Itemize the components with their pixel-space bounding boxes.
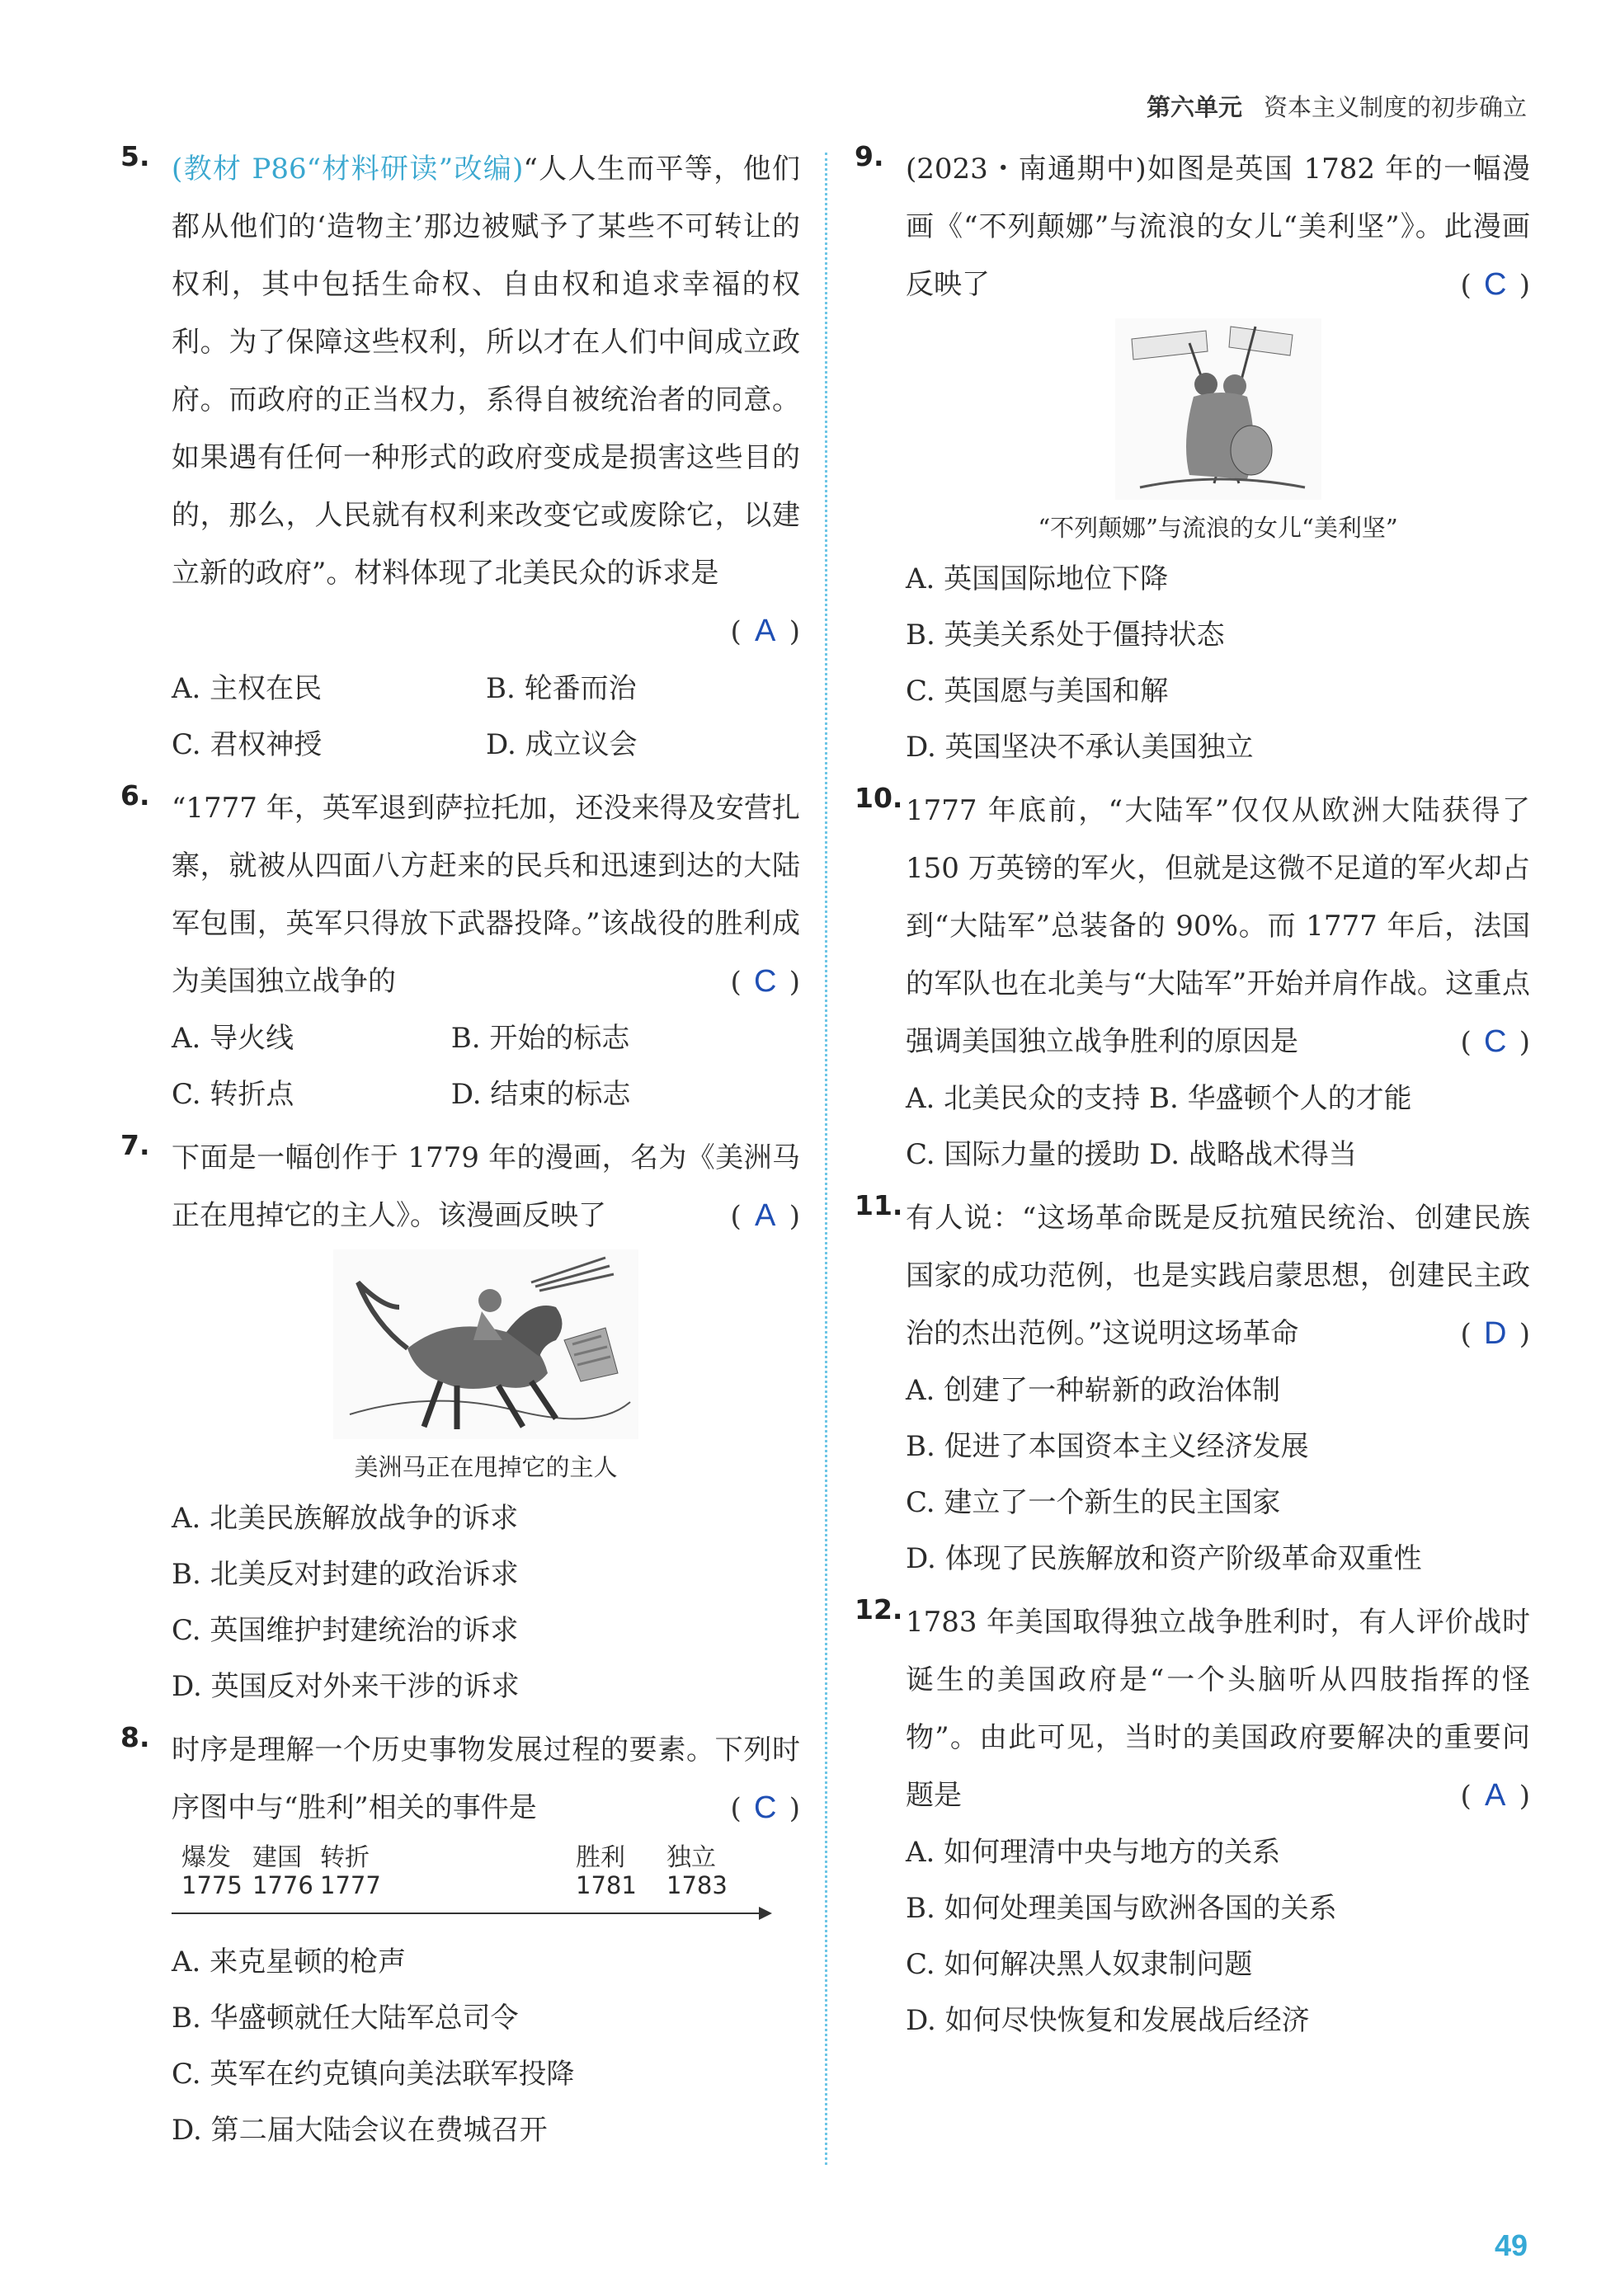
answer: C — [1484, 1024, 1507, 1059]
answer: D — [1484, 1316, 1507, 1351]
timeline-axis — [172, 1913, 765, 1914]
question-number: 8. — [120, 1721, 150, 1753]
timeline-label: 爆发 — [181, 1843, 231, 1872]
option-c: C. 英国维护封建统治的诉求 — [172, 1614, 519, 1647]
timeline-year: 1777 — [320, 1871, 381, 1899]
question-10 — [855, 782, 1530, 1183]
options — [172, 1490, 800, 1715]
option-a: A. 导火线 — [172, 1022, 294, 1055]
options — [172, 1934, 800, 2158]
timeline-arrow-icon — [759, 1907, 772, 1920]
question-text: 1783 年美国取得独立战争胜利时，有人评价战时诞生的美国政府是“一个头脑听从四肢指挥的怪物”。由此可见，当时的美国政府要解决的重要问题是 ( A ) — [906, 1593, 1530, 1824]
timeline-year: 1781 — [576, 1871, 637, 1899]
answer: A — [1485, 1778, 1506, 1813]
question-text: 有人说：“这场革命既是反抗殖民统治、创建民族国家的成功范例，也是实践启蒙思想，创建民主政治的杰出范例。”这说明这场革命 ( D ) — [906, 1189, 1530, 1362]
question-12 — [855, 1593, 1530, 2049]
options — [172, 661, 800, 773]
answer: A — [755, 1198, 776, 1233]
unit-label: 第六单元 — [1146, 93, 1242, 121]
option-b: B. 英美关系处于僵持状态 — [906, 619, 1225, 652]
timeline-label: 转折 — [320, 1843, 370, 1872]
question-9 — [855, 140, 1530, 775]
options — [906, 1362, 1530, 1587]
cartoon-figure — [172, 1249, 800, 1487]
option-c: C. 英军在约克镇向美法联军投降 — [172, 2058, 575, 2091]
britannia-cartoon-image — [1115, 318, 1321, 500]
question-11 — [855, 1189, 1530, 1587]
options — [172, 1010, 730, 1122]
option-a: A. 北美民众的支持 — [906, 1082, 1141, 1115]
page-number: 49 — [1494, 2228, 1528, 2262]
timeline-label: 胜利 — [576, 1843, 625, 1872]
right-column — [855, 140, 1530, 2055]
option-c: C. 英国愿与美国和解 — [906, 675, 1169, 708]
question-number: 11. — [855, 1189, 903, 1221]
page-header — [1147, 89, 1527, 123]
question-7 — [120, 1129, 800, 1715]
options — [906, 551, 1530, 775]
timeline-year: 1775 — [181, 1871, 243, 1899]
question-6 — [120, 779, 800, 1122]
option-a: A. 英国国际地位下降 — [906, 562, 1169, 595]
question-text: “1777 年，英军退到萨拉托加，还没来得及安营扎寨，就被从四面八方赶来的民兵和迅速到达的大陆军包围，英军只得放下武器投降。”该战役的胜利成为美国独立战争的 ( C ) — [172, 779, 800, 1010]
option-b: B. 华盛顿就任大陆军总司令 — [172, 2002, 519, 2035]
option-b: B. 促进了本国资本主义经济发展 — [906, 1430, 1309, 1463]
option-a: A. 创建了一种崭新的政治体制 — [906, 1374, 1281, 1407]
question-text: 时序是理解一个历史事物发展过程的要素。下列时序图中与“胜利”相关的事件是 ( C ) — [172, 1721, 800, 1837]
answer: A — [755, 614, 776, 648]
option-a: A. 主权在民 — [172, 672, 323, 705]
answer-slot: ( A ) — [172, 602, 800, 661]
option-d: D. 成立议会 — [486, 728, 638, 761]
option-c: C. 转折点 — [172, 1078, 294, 1111]
timeline — [172, 1837, 800, 1934]
timeline-label: 独立 — [666, 1843, 716, 1872]
question-number: 6. — [120, 779, 150, 812]
answer: C — [754, 1790, 777, 1825]
question-source: (教材 P86“材料研读”改编) — [172, 153, 524, 186]
question-text: 下面是一幅创作于 1779 年的漫画，名为《美洲马正在甩掉它的主人》。该漫画反映了 ( A ) — [172, 1129, 800, 1244]
option-b: B. 开始的标志 — [450, 1022, 630, 1055]
option-c: C. 建立了一个新生的民主国家 — [906, 1486, 1281, 1519]
timeline-label: 建国 — [252, 1843, 302, 1872]
cartoon-figure — [906, 318, 1530, 548]
option-b: B. 华盛顿个人的才能 — [1148, 1082, 1412, 1115]
answer: C — [754, 964, 777, 999]
question-text: (教材 P86“材料研读”改编)“人人生而平等，他们都从他们的‘造物主’那边被赋予了某些不可转让的权利，其中包括生命权、自由权和追求幸福的权利。为了保障这些权利，所以才在人们中间成立政府。而政府的正当权力，系得自被统治者的同意。如果遇有任何一种形式的政府变成是损害这些目的的，那么，人民就有权利来改变它或废除它，以建立新的政府”。材料体现了北美民众的诉求是 — [172, 153, 800, 590]
question-number: 12. — [855, 1593, 903, 1626]
timeline-year: 1783 — [666, 1871, 728, 1899]
question-8 — [120, 1721, 800, 2158]
unit-title: 资本主义制度的初步确立 — [1263, 93, 1527, 121]
option-a: A. 北美民族解放战争的诉求 — [172, 1502, 519, 1535]
option-a: A. 来克星顿的枪声 — [172, 1945, 407, 1978]
option-d: D. 英国反对外来干涉的诉求 — [172, 1670, 520, 1703]
option-b: B. 如何处理美国与欧洲各国的关系 — [906, 1892, 1337, 1925]
question-text: 1777 年底前，“大陆军”仅仅从欧洲大陆获得了 150 万英镑的军火，但就是这微不足道的军火却占到“大陆军”总装备的 90%。而 1777 年后，法国的军队也在北美与“大陆军”开始并肩作战。这重点强调美国独立战争胜利的原因是 ( C ) — [906, 782, 1530, 1070]
question-number: 5. — [120, 140, 150, 172]
option-a: A. 如何理清中央与地方的关系 — [906, 1836, 1281, 1869]
option-d: D. 英国坚决不承认美国独立 — [906, 731, 1254, 764]
option-d: D. 体现了民族解放和资产阶级革命双重性 — [906, 1542, 1422, 1575]
option-c: C. 如何解决黑人奴隶制问题 — [906, 1948, 1253, 1981]
option-d: D. 第二届大陆会议在费城召开 — [172, 2114, 548, 2147]
options — [906, 1070, 1530, 1183]
option-b: B. 北美反对封建的政治诉求 — [172, 1558, 519, 1591]
options — [906, 1824, 1530, 2049]
horse-cartoon-image — [333, 1249, 638, 1439]
option-d: D. 战略战术得当 — [1149, 1138, 1357, 1171]
figure-caption: 美洲马正在甩掉它的主人 — [354, 1453, 618, 1481]
question-number: 10. — [855, 782, 903, 814]
option-d: D. 结束的标志 — [450, 1078, 631, 1111]
question-number: 9. — [855, 140, 884, 172]
option-c: C. 君权神授 — [172, 728, 323, 761]
column-divider — [825, 153, 827, 2165]
question-number: 7. — [120, 1129, 150, 1161]
option-d: D. 如何尽快恢复和发展战后经济 — [906, 2004, 1310, 2037]
question-text: (2023・南通期中)如图是英国 1782 年的一幅漫画《“不列颠娜”与流浪的女儿“美利坚”》。此漫画反映了 ( C ) — [906, 140, 1530, 313]
timeline-year: 1776 — [252, 1871, 313, 1899]
option-c: C. 国际力量的援助 — [906, 1138, 1141, 1171]
figure-caption: “不列颠娜”与流浪的女儿“美利坚” — [1038, 514, 1398, 542]
question-5 — [120, 140, 800, 773]
option-b: B. 轮番而治 — [486, 672, 637, 705]
answer: C — [1484, 267, 1507, 302]
left-column — [120, 140, 800, 2165]
